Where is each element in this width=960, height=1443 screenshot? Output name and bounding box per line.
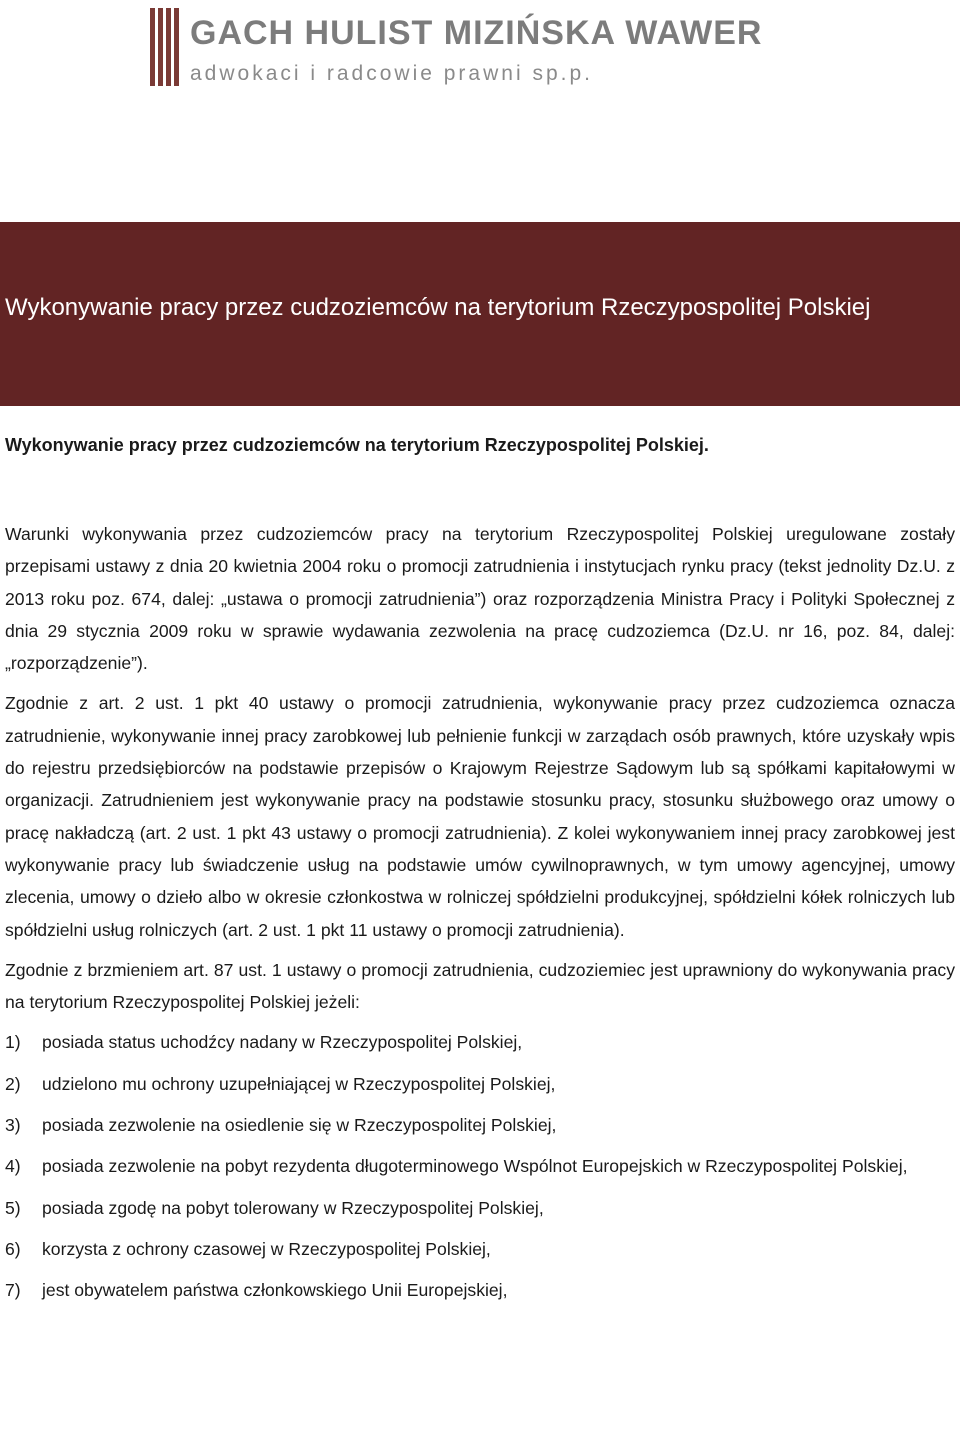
article-body bbox=[5, 518, 955, 1316]
list-item bbox=[5, 1150, 955, 1182]
list-item bbox=[5, 1233, 955, 1265]
list-item bbox=[5, 1026, 955, 1058]
paragraph-legal-basis: Warunki wykonywania przez cudzoziemców pracy na terytorium Rzeczypospolitej Polskiej uregulowane zostały przepisami ustawy z dnia 20 kwietnia 2004 roku o promocji zatrudnienia i instytucjach rynku pracy (tekst jednolity Dz.U. z 2013 roku poz. 674, dalej: „ustawa o promocji zatrudnienia”) oraz rozporządzenia Ministra Pracy i Polityki Społecznej z dnia 29 stycznia 2009 roku w sprawie wydawania zezwolenia na pracę cudzoziemca (Dz.U. nr 16, poz. 84, dalej: „rozporządzenie”). bbox=[5, 524, 955, 674]
list-item bbox=[5, 1192, 955, 1224]
article-lead: Wykonywanie pracy przez cudzoziemców na terytorium Rzeczypospolitej Polskiej. bbox=[5, 435, 709, 455]
list-item-text: udzielono mu ochrony uzupełniającej w Rzeczypospolitej Polskiej, bbox=[42, 1073, 556, 1094]
logo-firm-name: GACH HULIST MIZIŃSKA WAWER bbox=[190, 14, 763, 52]
list-item-text: posiada zezwolenie na pobyt rezydenta długoterminowego Wspólnot Europejskich w Rzeczypospolitej Polskiej, bbox=[42, 1156, 908, 1177]
paragraph-definition: Zgodnie z art. 2 ust. 1 pkt 40 ustawy o promocji zatrudnienia, wykonywanie pracy przez cudzoziemca oznacza zatrudnienie, wykonywanie innej pracy zarobkowej lub pełnienie funkcji w zarządach osób prawnych, które uzyskały wpis do rejestru przedsiębiorców na podstawie przepisów o Krajowym Rejestrze Sądowym lub są spółkami kapitałowymi w organizacji. Zatrudnieniem jest wykonywanie pracy na podstawie stosunku pracy, stosunku służbowego oraz umowy o pracę nakładczą (art. 2 ust. 1 pkt 43 ustawy o promocji zatrudnienia). Z kolei wykonywaniem innej pracy zarobkowej jest wykonywanie pracy lub świadczenie usług na podstawie umów cywilnoprawnych, w tym umowy agencyjnej, umowy zlecenia, umowy o dzieło albo w okresie członkostwa w rolniczej spółdzielni produkcyjnej, spółdzielni kółek rolniczych lub spółdzielni usług rolniczych (art. 2 ust. 1 pkt 11 ustawy o promocji zatrudnienia). bbox=[5, 693, 955, 940]
list-item-text: posiada zezwolenie na osiedlenie się w Rzeczypospolitej Polskiej, bbox=[42, 1115, 557, 1136]
conditions-list bbox=[5, 1026, 955, 1306]
list-item-text: korzysta z ochrony czasowej w Rzeczypospolitej Polskiej, bbox=[42, 1238, 491, 1259]
list-item bbox=[5, 1068, 955, 1100]
list-item-text: posiada status uchodźcy nadany w Rzeczypospolitej Polskiej, bbox=[42, 1032, 523, 1053]
list-item-number: 7) bbox=[5, 1280, 21, 1301]
list-item-text: jest obywatelem państwa członkowskiego Unii Europejskiej, bbox=[42, 1280, 508, 1301]
list-item-number: 1) bbox=[5, 1032, 21, 1053]
list-item-number: 5) bbox=[5, 1197, 21, 1218]
page-title: Wykonywanie pracy przez cudzoziemców na terytorium Rzeczypospolitej Polskiej bbox=[5, 294, 871, 322]
logo-bars-icon bbox=[150, 8, 178, 86]
paragraph-conditions-intro: Zgodnie z brzmieniem art. 87 ust. 1 ustawy o promocji zatrudnienia, cudzoziemiec jest uprawniony do wykonywania pracy na terytorium Rzeczypospolitej Polskiej jeżeli: bbox=[5, 959, 955, 1013]
firm-logo bbox=[150, 8, 870, 86]
list-item-number: 3) bbox=[5, 1115, 21, 1136]
list-item-number: 2) bbox=[5, 1073, 21, 1094]
title-banner bbox=[0, 222, 960, 406]
list-item-text: posiada zgodę na pobyt tolerowany w Rzeczypospolitej Polskiej, bbox=[42, 1197, 544, 1218]
list-item-number: 4) bbox=[5, 1156, 21, 1177]
logo-firm-subtitle: adwokaci i radcowie prawni sp.p. bbox=[190, 62, 593, 85]
list-item-number: 6) bbox=[5, 1238, 21, 1259]
list-item bbox=[5, 1274, 955, 1306]
list-item bbox=[5, 1109, 955, 1141]
